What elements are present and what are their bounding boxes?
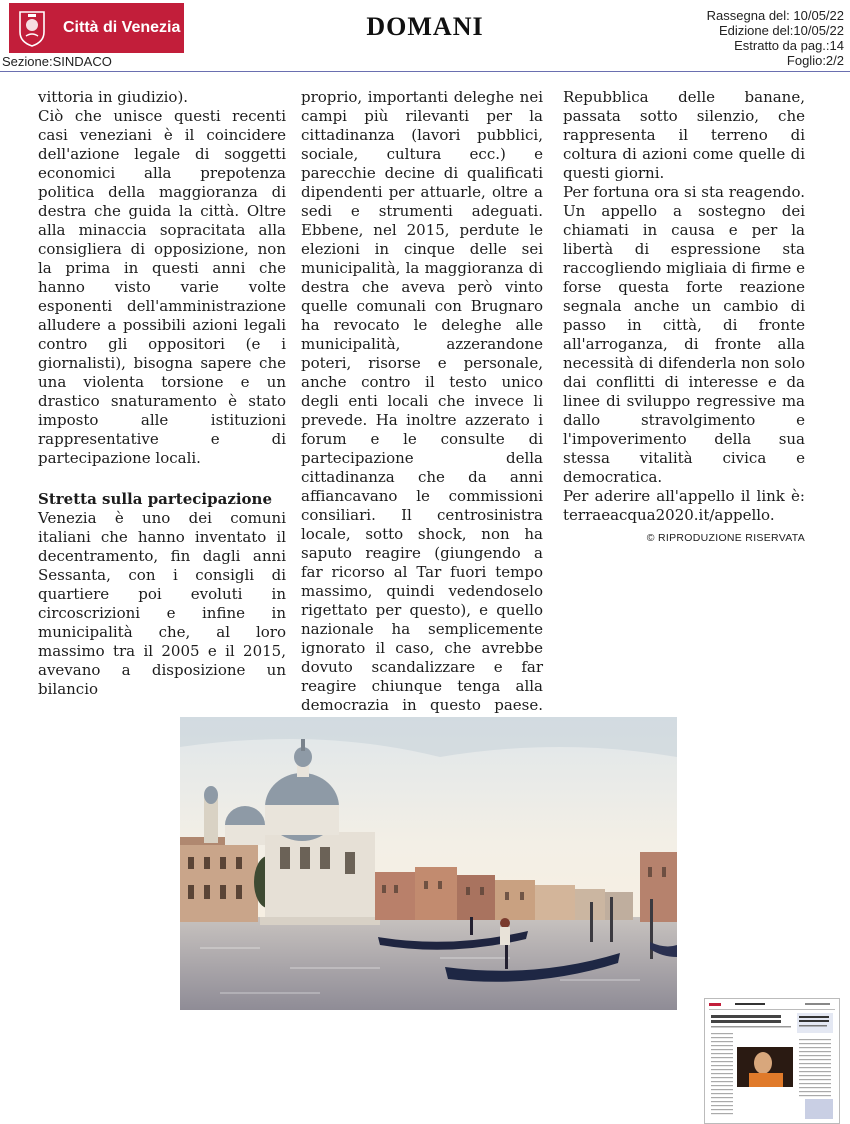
copyright-notice: © RIPRODUZIONE RISERVATA [646,532,805,544]
meta-line: Estratto da pag.:14 [734,38,844,53]
press-review-meta [707,8,844,68]
paragraph: Ciò che unisce questi recenti casi veneziani è il coincidere dell'azione legale di soggetti economici alla prepotenza politica della maggioranza di destra che guida la città. Oltre alla minaccia sopracitata alla consigliera di opposizione, non la prima in questi anni che hanno visto varie volte esponenti dell'amministrazione alludere a possibili azioni legali contro gli oppositori (e i giornalisti), bisogna sapere che una violenta torsione e un drastico snaturamento è stato imposto alle istituzioni rappresentative e di partecipazione locali. [38,107,286,467]
header-divider [0,71,850,72]
subheading: Stretta sulla partecipazione [38,490,272,508]
article-column-1 [38,88,286,699]
meta-line: Rassegna del: 10/05/22 [706,8,844,23]
page-thumbnail [704,998,840,1124]
meta-line: Foglio:2/2 [786,53,844,68]
paragraph: Venezia è uno dei comuni italiani che hanno inventato il decentramento, fin dagli anni Sessanta, con i consigli di quartiere poi evoluti in circoscrizioni e infine in municipalità che, al loro massimo tra il 2005 e il 2015, avevano a disposizione un bilancio [38,509,286,698]
newspaper-title: DOMANI [366,12,484,41]
paragraph: Per fortuna ora si sta reagendo. Un appello a sostegno dei chiamati in causa e per la libertà di espressione sta raccogliendo migliaia di firme e forse questa forte reazione segnala anche un cambio di passo in città, di fronte all'arroganza, di fronte alla necessità di difenderla non solo dai conflitti di interesse e da linee di sviluppo regressive ma dallo stravolgimento e l'impoverimento della sua stessa vitalità civica e democratica. [563,183,805,486]
meta-line: Edizione del:10/05/22 [718,23,844,38]
paragraph: vittoria in giudizio). [38,88,189,106]
venice-photo [180,717,677,1010]
article-column-2 [301,88,543,734]
logo-text: Città di Venezia [63,19,181,36]
article-column-3 [563,88,805,548]
section-label: Sezione:SINDACO [2,54,112,69]
paragraph: proprio, importanti deleghe nei campi più rilevanti per la cittadinanza (lavori pubblici, sociale, cultura ecc.) e parecchie decine di qualificati dipendenti per attuarle, oltre a sedi e strumenti adeguati. Ebbene, nel 2015, perdute le elezioni in cinque delle sei municipalità, la maggioranza di destra che aveva però vinto quelle comunali con Brugnaro ha revocato le deleghe alle municipalità, azzerandone poteri, risorse e personale, anche contro il testo unico degli enti locali che invece li prevede. Ha inoltre azzerato i forum e le consulte di partecipazione della cittadinanza che da anni affiancavano le commissioni consiliari. Il centrosinistra locale, sotto shock, non ha saputo reagire (giungendo a far ricorso al Tar fuori tempo massimo, quindi vedendoselo rigettato per questo), e quello nazionale ha semplicemente ignorato il caso, che avrebbe dovuto scandalizzare e far reagire chiunque tenga alla democrazia in questo paese. [301,88,543,714]
paragraph: Per aderire all'appello il link è: terraeacqua2020.it/appello. [563,487,805,524]
paragraph: Repubblica delle banane, passata sotto silenzio, che rappresenta il terreno di coltura di azioni come quelle di questi giorni. [563,88,805,182]
